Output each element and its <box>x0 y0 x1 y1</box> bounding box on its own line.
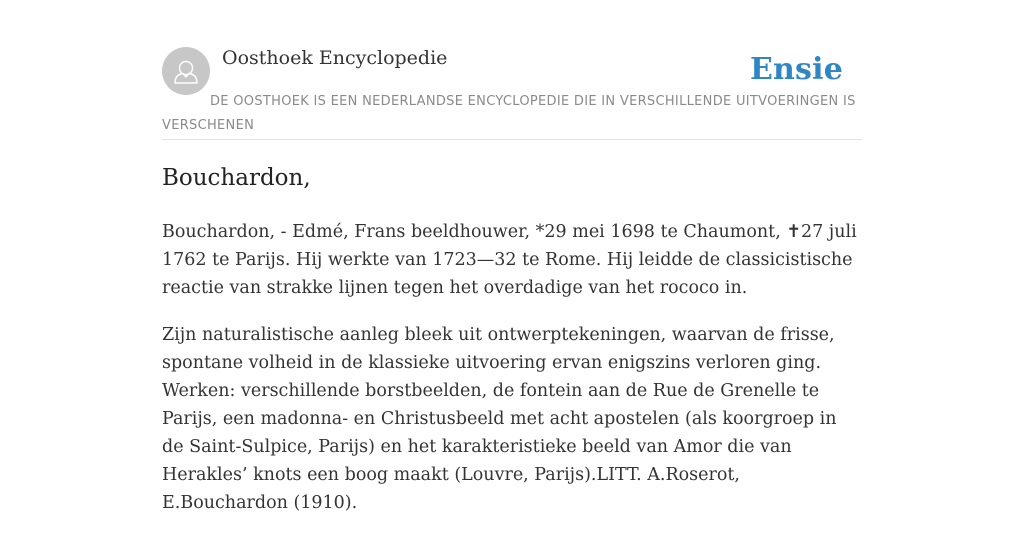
article <box>162 162 862 536</box>
user-silhouette-icon[interactable] <box>162 47 210 95</box>
article-title: Bouchardon, <box>162 165 311 191</box>
site-title[interactable]: Oosthoek Encyclopedie <box>222 47 448 69</box>
site-header <box>162 46 862 140</box>
article-paragraph: Bouchardon, - Edmé, Frans beeldhouwer, *29 mei 1698 te Chaumont, ✝27 juli 1762 te Parijs. Hij werkte van 1723—32 te Rome. Hij leidde de classicistische reactie van strakke lijnen tegen het overdadige van het rococo in. <box>162 222 857 298</box>
article-paragraph: Zijn naturalistische aanleg bleek uit ontwerptekeningen, waarvan de frisse, spontane volheid in de klassieke uitvoering ervan enigszins verloren ging. Werken: verschillende borstbeelden, de fontein aan de Rue de Grenelle te Parijs, een madonna- en Christusbeeld met acht apostelen (als koorgroep in de Saint-Sulpice, Parijs) en het karakteristieke beeld van Amor die van Herakles’ knots een boog maakt (Louvre, Parijs).LITT. A.Roserot, E.Bouchardon (1910). <box>162 325 837 513</box>
site-tagline: DE OOSTHOEK IS EEN NEDERLANDSE ENCYCLOPEDIE DIE IN VERSCHILLENDE UITVOERINGEN IS VERSCHENEN <box>162 94 856 133</box>
brand-logo[interactable]: Ensie <box>749 52 843 87</box>
